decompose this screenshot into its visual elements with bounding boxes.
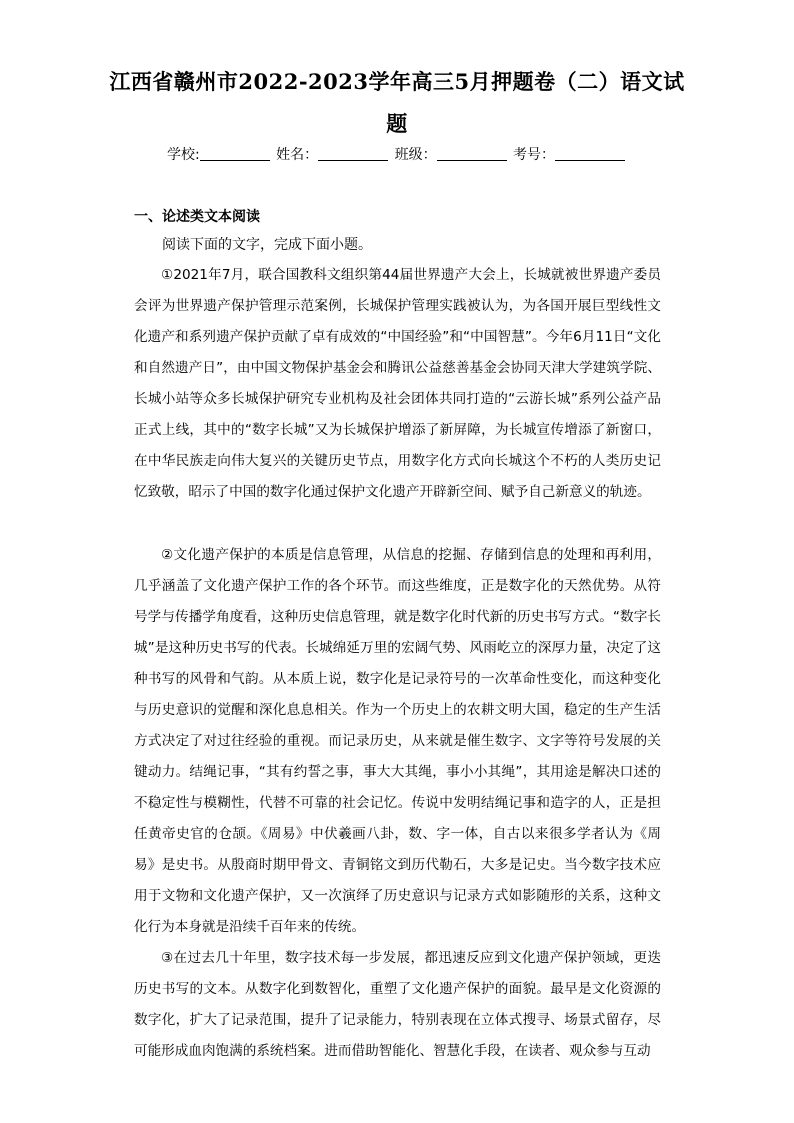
name-label: 姓名： <box>276 147 319 163</box>
section-heading: 一、论述类文本阅读 <box>134 209 260 225</box>
paragraph-2: ②文化遗产保护的本质是信息管理，从信息的挖掘、存储到信息的处理和再利用，几乎涵盖了文化遗产保护工作的各个环节。而这些维度，正是数字化的天然优势。从符号学与传播学角度看，这种历史信息管理，就是数字化时代新的历史书写方式。“数字长城”是这种历史书写的代表。长城绵延万里的宏阔气势、风雨屹立的深厚力量，决定了这种书写的风骨和气韵。从本质上说，数字化是记录符号的一次革命性变化，而这种变化与历史意识的觉醒和深化息息相关。作为一个历史上的农耕文明大国，稳定的生产生活方式决定了对过往经验的重视。而记录历史，从来就是催生数字、文字等符号发展的关键动力。结绳记事，“其有约誓之事，事大大其绳，事小小其绳”，其用途是解决口述的不稳定性与模糊性，代替不可靠的社会记忆。传说中发明结绳记事和造字的人，正是担任黄帝史官的仓颉。《周易》中伏羲画八卦，数、字一体，自古以来很多学者认为《周易》是史书。从殷商时期甲骨文、青铜铭文到历代勒石，大多是记史。当今数字技术应用于文物和文化遗产保护，又一次演绎了历史意识与记录方式如影随形的关系，这种文化行为本身就是沿续千百年来的传统。 <box>134 547 661 935</box>
paragraph-3: ③在过去几十年里，数字技术每一步发展，都迅速反应到文化遗产保护领域，更迭历史书写的文本。从数字化到数智化，重塑了文化遗产保护的面貌。最早是文化资源的数字化，扩大了记录范围，提升了记录能力，特别表现在立体式搜寻、场景式留存，尽可能形成血肉饱满的系统档案。进而借助智能化、智慧化手段，在读者、观众参与互动 <box>134 950 661 1059</box>
class-label: 班级： <box>394 147 437 163</box>
exam-no-label: 考号： <box>513 147 556 163</box>
name-blank <box>318 146 388 161</box>
class-blank <box>437 146 507 161</box>
student-info-row <box>0 144 794 164</box>
exam-no-blank <box>555 146 625 161</box>
document-title-line-2: 题 <box>386 111 408 136</box>
paragraph-1: ①2021年7月，联合国教科文组织第44届世界遗产大会上，长城就被世界遗产委员会评为世界遗产保护管理示范案例，长城保护管理实践被认为，为各国开展巨型线性文化遗产和系列遗产保护贡献了卓有成效的“中国经验”和“中国智慧”。今年6月11日“文化和自然遗产日”，由中国文物保护基金会和腾讯公益慈善基金会协同天津大学建筑学院、长城小站等众多长城保护研究专业机构及社会团体共同打造的“云游长城”系列公益产品正式上线，其中的“数字长城”又为长城保护增添了新屏障，为长城宣传增添了新窗口，在中华民族走向伟大复兴的关键历史节点，用数字化方式向长城这个不朽的人类历史记忆致敬，昭示了中国的数字化通过保护文化遗产开辟新空间、赋予自己新意义的轨迹。 <box>134 267 661 500</box>
school-label: 学校: <box>166 147 200 163</box>
document-title-line-1: 江西省赣州市2022-2023学年高三5月押题卷（二）语文试 <box>109 69 685 94</box>
section-instruction: 阅读下面的文字，完成下面小题。 <box>162 237 372 253</box>
school-blank <box>200 146 270 161</box>
